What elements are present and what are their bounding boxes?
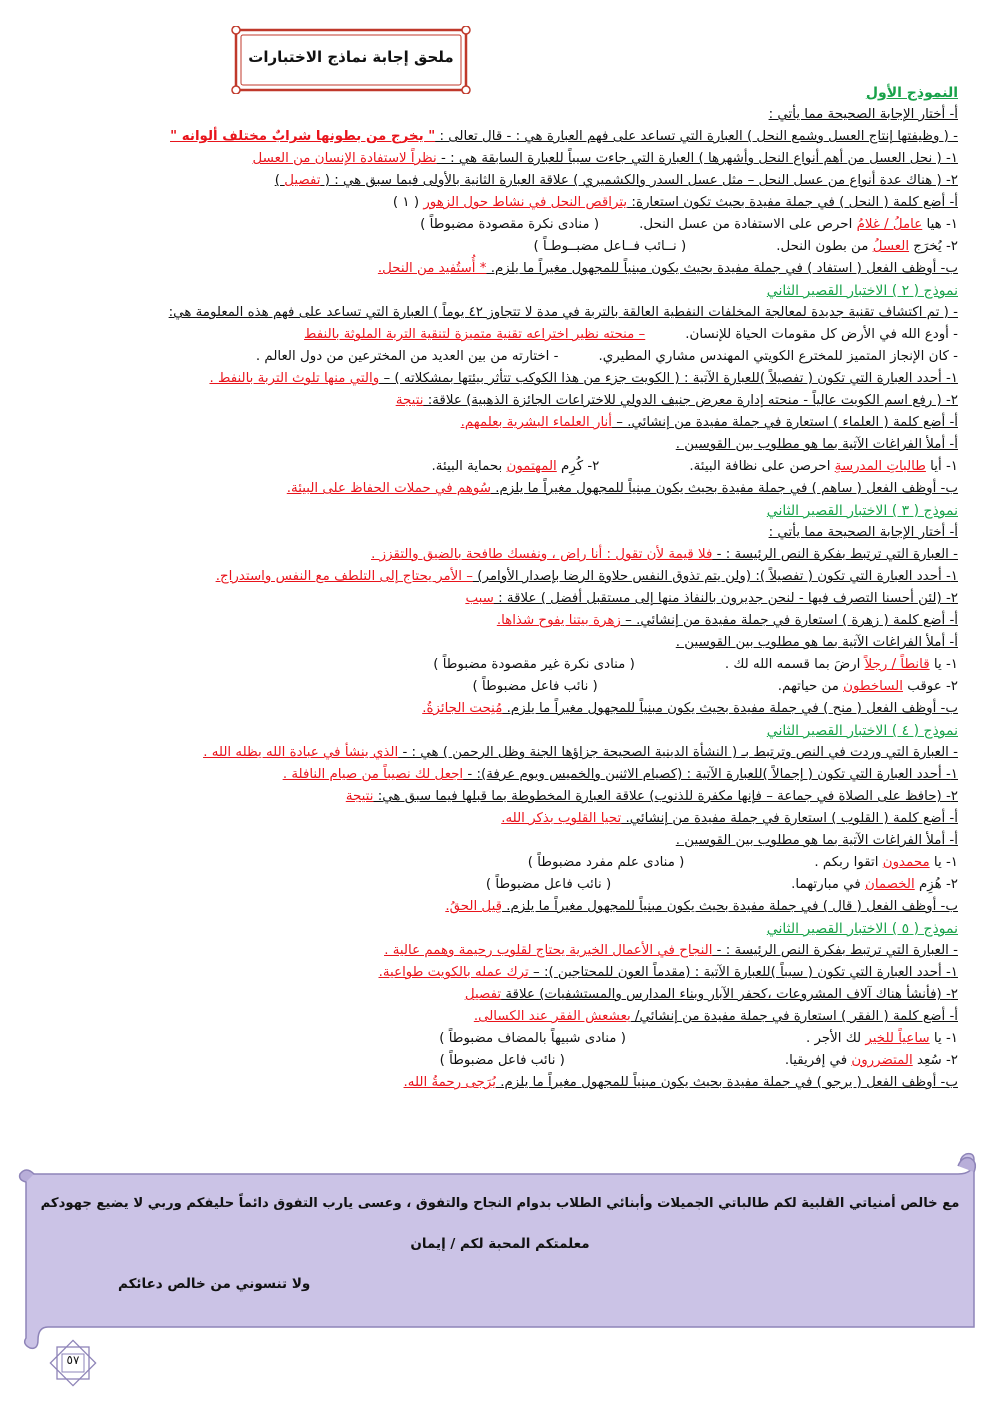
m2-line: - ( تم اكتشاف تقنية جديدة لمعالجة المخلفات النفطية العالقة بالتربة في مدة لا تتجاوز ٤٢ يوماً ) العبارة التي تساعد على فهم هذه المعلومة هي: [168,305,958,320]
m5-line: ب- أوظف الفعل ( يرجو ) في جملة مفيدة بحيث يكون مبنياً للمجهول مغيراً ما يلزم. يُرَجى رحمةُ الله. [403,1075,958,1090]
m1-line: ب- أوظف الفعل ( استفاد ) في جملة مفيدة بحيث يكون مبنياً للمجهول مغيراً ما يلزم. * أُستُفيد من النحل. [377,261,958,276]
m2-line: - أودع الله في الأرض كل مقومات الحياة للإنسان.– منحته نظير اختراعه تقنية متميزة لتنقية التربة الملوثة بالنفط [304,327,958,342]
m3-line: أ- أضع كلمة ( زهرة ) استعارة في جملة مفيدة من إنشائي. – زهرة بيتنا يفوح شذاها. [496,613,958,628]
model-1-heading: النموذج الأول [865,85,958,101]
m3-line: ٢- (لئن أحسنا التصرف فيها - لنحن جديرون بالنفاذ منها إلى مستقبل أفضل ) علاقة : سبب [465,591,958,606]
m2-line: ١- أحدد العبارة التي تكون ( تفصيلاً )للعبارة الآتية : ( الكويت جزء من هذا الكوكب تتأثر بيئتها بمشكلاته ) – والتي منها تلوث التربة بالنفط . [209,371,958,386]
scroll-shape [18,1152,986,1352]
closing-request: ولا تنسوني من خالص دعائكم [118,1276,311,1292]
m4-line: أ- أملأ الفراغات الآتية بما هو مطلوب بين القوسين . [675,833,958,848]
m4-line: ب- أوظف الفعل ( قال ) في جملة مفيدة بحيث يكون مبنياً للمجهول مغيراً ما يلزم. قِيل الحقُ. [445,899,958,914]
m5-line: ١- أحدد العبارة التي تكون ( سبباً )للعبارة الآتية : (مقدماً العون للمحتاجين ): – ترك عمله بالكويت طواعية. [378,965,958,980]
m5-line: ٢- سُعِد المتضررون في إفريقيا.( نائب فاعل مضبوطاً ) [439,1053,958,1068]
m4-line: ٢- (حافظ على الصلاة في جماعة – فإنها مكفرة للذنوب) علاقة العبارة المخطوطة بما قبلها فيما سبق هي: نتيجة [345,789,958,804]
m3-line: - العبارة التي ترتبط بفكرة النص الرئيسة : - فلا قيمة لأن تقول : أنا راض ، ونفسك طافحة بالضيق والتقزز . [371,547,958,562]
m4-line: أ- أضع كلمة ( القلوب ) استعارة في جملة مفيدة من إنشائي. تحيا القلوب بذكر الله. [501,811,958,826]
m3-line: أ- أملأ الفراغات الآتية بما هو مطلوب بين القوسين . [675,635,958,650]
m1-line: أ- أضع كلمة ( النحل ) في جملة مفيدة بحيث تكون استعارة: يتراقص النحل في نشاط حول الزهور ( ١ ) [392,195,958,210]
model-2-heading: نموذج ( ٢ ) الاختبار القصير الثاني [766,283,958,299]
m3-line: ١- يا قانطاً / رجلاً ارضَ بما قسمه الله لك .( منادى نكرة غير مقصودة مضبوطاً ) [433,657,958,672]
m2-line: ٢- ( رفع اسم الكويت عالياً - منحته إدارة معرض جنيف الدولي للاختراعات الجائزة الذهبية) علاقة: نتيجة [395,393,958,408]
m4-line: ١- يا محمدون اتقوا ربكم .( منادى علم مفرد مضبوطاً ) [527,855,958,870]
closing-scroll [18,1152,986,1352]
m3-line: أ- أختار الإجابة الصحيحة مما يأتي : [768,525,958,540]
m5-line: - العبارة التي ترتبط بفكرة النص الرئيسة : - النجاح في الأعمال الخيرية يحتاج لقلوب رحيمة وهمم عالية . [384,943,958,958]
m1-line: ٢- يُخرَج العسلُ من بطون النحل.( نــائب فــاعل مضبــوطـاً ) [533,239,958,254]
m2-line: أ- أضع كلمة ( العلماء ) استعارة في جملة مفيدة من إنشائي. – أنار العلماء البشرية بعلمهم. [460,415,958,430]
m2-line: أ- أملأ الفراغات الآتية بما هو مطلوب بين القوسين . [675,437,958,452]
model-5-heading: نموذج ( ٥ ) الاختبار القصير الثاني [766,921,958,937]
m1-line: - ( وظيفتها إنتاج العسل وشمع النحل ) العبارة التي تساعد على فهم العبارة هي : - قال تعالى : " يخرج من بطونها شرابٌ مختلف ألوانه " [170,129,958,144]
m1-line: ١- ( نحل العسل من أهم أنواع النحل وأشهرها ) العبارة التي جاءت سبباً للعبارة السابقة هي : - نظراً لاستفادة الإنسان من العسل [252,151,958,166]
m5-line: ١- يا ساعياً للخير لك الأجر .( منادى شبيهاً بالمضاف مضبوطاً ) [439,1031,958,1046]
m3-line: ١- أحدد العبارة التي تكون ( تفصيلاً ): (ولن يتم تذوق النفس حلاوة الرضا بإصدار الأوامر) – الأمر يحتاج إلى التلطف مع النفس واستدراج. [215,569,958,584]
m4-line: - العبارة التي وردت في النص وترتبط بـ ( النشأة الدينية الصحيحة جزاؤها الجنة وظل الرحمن ) هي : - الذي ينشأ في عبادة الله يظله الله . [203,745,958,760]
m5-line: ٢- (فأنشأ هناك آلاف المشروعات ،كحفر الآبار وبناء المدارس والمستشفيات) علاقة تفصيل [464,987,958,1002]
m5-line: أ- أضع كلمة ( الفقر ) استعارة في جملة مفيدة من إنشائي/ يعشعش الفقر عند الكسالى. [473,1009,958,1024]
m3-line: ٢- عوقب الساخطون من حياتهم.( نائب فاعل مضبوطاً ) [472,679,958,694]
m1-line: أ- أختار الإجابة الصحيحة مما يأتي : [768,107,958,122]
model-3-heading: نموذج ( ٣ ) الاختبار القصير الثاني [766,503,958,519]
m1-line: ١- هيا عاملُ / غلامُ احرص على الاستفادة من عسل النحل.( منادى نكرة مقصودة مضبوطاً ) [420,217,958,232]
m3-line: ب- أوظف الفعل ( منح ) في جملة مفيدة بحيث يكون مبنياً للمجهول مغيراً ما يلزم. مُنِحت الجائزةُ. [422,701,958,716]
page-number: ٥٧ [66,1353,80,1367]
m1-line: ٢- ( هناك عدة أنواع من عسل النحل – مثل عسل السدر والكشميري ) علاقة العبارة الثانية بالأولى فيما سبق هي : ( تفصيل ) [274,173,958,188]
m4-line: ١- أحدد العبارة التي تكون ( إجمالاً )للعبارة الآتية : (كصيام الاثنين والخميس ويوم عرفة): - اجعل لك نصيباً من صيام النافلة . [282,767,958,782]
m4-line: ٢- هُزِم الخصمان في مبارتهما.( نائب فاعل مضبوطاً ) [485,877,958,892]
m2-line: ب- أوظف الفعل ( ساهم ) في جملة مفيدة بحيث يكون مبنياً للمجهول مغيراً ما يلزم. سُوهم في حملات الحفاظ على البيئة. [286,481,958,496]
m2-line: - كان الإنجاز المتميز للمخترع الكويتي المهندس مشاري المطيري.- اختارته من بين العديد من المخترعين من دول العالم . [255,349,958,364]
closing-message: مع خالص أمنياتي القلبية لكم طالباتي الجميلات وأبنائي الطلاب بدوام النجاح والتفوق ، وعسى يارب التفوق دائماً حليفكم وربي لا يضيع جهودكم [40,1196,960,1211]
closing-signature: معلمتكم المحبة لكم / إيمان [410,1236,590,1252]
m2-line: ١- أيا طالباتِ المدرسةِ احرصن على نظافة البيئة.٢- كُرِم المهتمون بحماية البيئة. [431,459,958,474]
page-title: ملحق إجابة نماذج الاختبارات [248,48,454,66]
page-number-badge [48,1338,98,1388]
model-4-heading: نموذج ( ٤ ) الاختبار القصير الثاني [766,723,958,739]
